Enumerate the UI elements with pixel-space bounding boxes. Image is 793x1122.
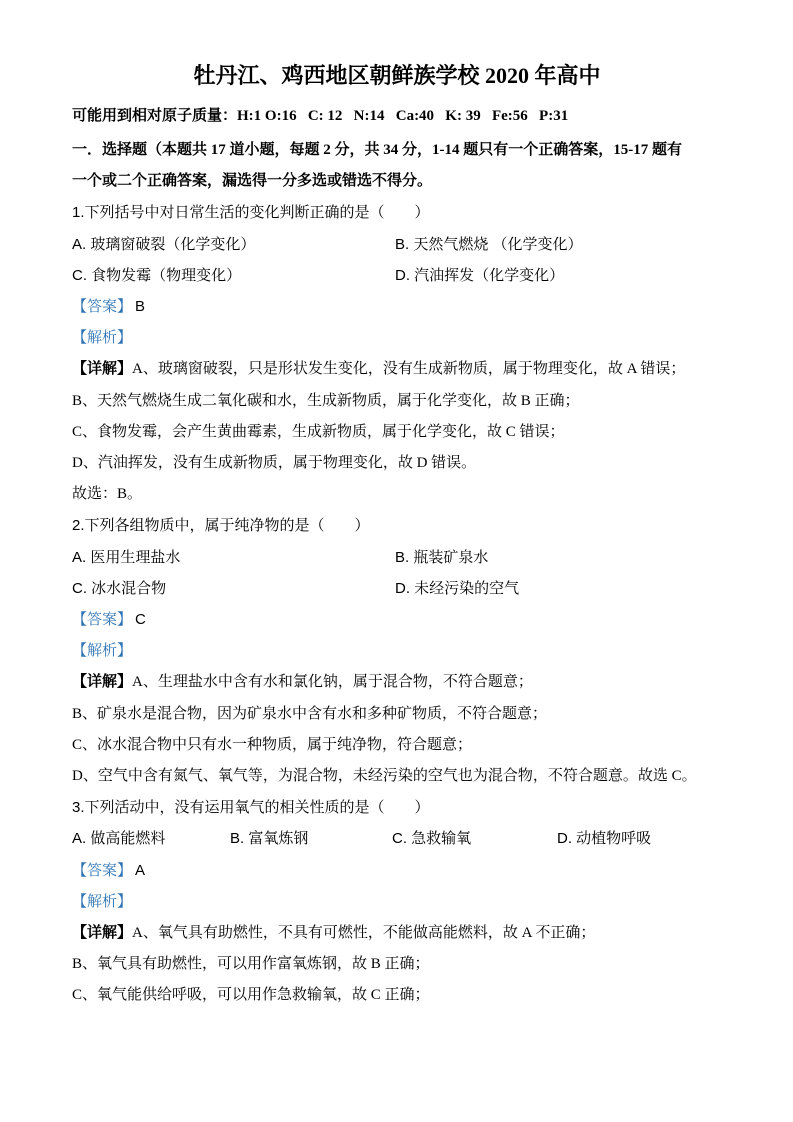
detail-text: A、玻璃窗破裂，只是形状发生变化，没有生成新物质，属于物理变化，故 A 错误； <box>132 361 686 378</box>
detail-label: 【详解】 <box>72 361 133 378</box>
question-1-answer-value: B <box>135 298 146 316</box>
analysis-label: 【解析】 <box>72 893 133 910</box>
question-1-text: 1.下列括号中对日常生活的变化判断正确的是（ ） <box>72 204 430 222</box>
question-2-detail-line-a <box>72 667 722 698</box>
question-2-options-row-1 <box>72 542 722 573</box>
question-1-detail-line-d: D、汽油挥发，没有生成新物质，属于物理变化，故 D 错误。 <box>72 455 477 472</box>
question-3-answer-value: A <box>135 861 146 879</box>
question-1-conclusion-line: 故选：B。 <box>72 486 143 503</box>
detail-text: A、生理盐水中含有水和氯化钠，属于混合物，不符合题意； <box>132 674 533 691</box>
question-3-analysis-line <box>72 887 722 918</box>
question-3-option-b: B. 富氧炼钢 <box>230 830 309 848</box>
question-2-answer-line <box>72 604 722 636</box>
question-1-answer-line <box>72 291 722 323</box>
question-1-option-b: B. 天然气燃烧 （化学变化） <box>395 235 583 253</box>
answer-label: 【答案】 <box>72 299 133 316</box>
question-2-options-row-2 <box>72 573 722 604</box>
detail-text: A、氧气具有助燃性，不具有可燃性，不能做高能燃料，故 A 不正确； <box>132 925 596 942</box>
question-2-analysis-line <box>72 636 722 667</box>
question-3-option-a: A. 做高能燃料 <box>72 830 166 848</box>
section-heading-line-1: 一．选择题（本题共 17 道小题，每题 2 分，共 34 分，1-14 题只有一个正确答案，15-17 题有 <box>72 142 682 158</box>
question-1-detail-line-a <box>72 354 722 385</box>
answer-label: 【答案】 <box>72 862 133 879</box>
question-1-options-row-2 <box>72 260 722 291</box>
question-1-option-d: D. 汽油挥发（化学变化） <box>395 266 565 284</box>
document-body <box>72 135 722 1012</box>
question-3-options-row <box>72 823 722 854</box>
question-3-text: 3.下列活动中，没有运用氧气的相关性质的是（ ） <box>72 799 430 817</box>
analysis-label: 【解析】 <box>72 330 133 347</box>
question-1-detail-line-c: C、食物发霉，会产生黄曲霉素，生成新物质，属于化学变化，故 C 错误； <box>72 423 565 440</box>
analysis-label: 【解析】 <box>72 643 133 660</box>
question-2-detail-line-c: C、冰水混合物中只有水一种物质，属于纯净物，符合题意； <box>72 736 473 753</box>
question-3-answer-line <box>72 855 722 887</box>
question-1-option-c: C. 食物发霉（物理变化） <box>72 266 242 284</box>
question-2-text: 2.下列各组物质中，属于纯净物的是（ ） <box>72 517 370 535</box>
question-2-option-a: A. 医用生理盐水 <box>72 548 181 566</box>
question-block-1 <box>72 197 722 510</box>
section-heading-line-2: 一个或二个正确答案，漏选得一分多选或错选不得分。 <box>72 173 433 190</box>
question-3-option-c: C. 急救输氧 <box>392 830 472 848</box>
detail-label: 【详解】 <box>72 925 133 942</box>
question-1-option-a: A. 玻璃窗破裂（化学变化） <box>72 235 256 253</box>
question-3-detail-line-b: B、氧气具有助燃性，可以用作富氧炼钢，故 B 正确； <box>72 956 430 973</box>
atomic-masses-line: 可能用到相对原子质量：H:1 O:16 C: 12 N:14 Ca:40 K: 39 Fe:56 P:31 <box>72 108 569 124</box>
question-1-options-row-1 <box>72 229 722 260</box>
detail-label: 【详解】 <box>72 674 133 691</box>
question-1-analysis-line <box>72 323 722 354</box>
question-block-3 <box>72 792 722 1011</box>
question-block-2 <box>72 510 722 792</box>
question-2-detail-line-b: B、矿泉水是混合物，因为矿泉水中含有水和多种矿物质，不符合题意； <box>72 705 548 722</box>
question-3-option-d: D. 动植物呼吸 <box>557 830 652 848</box>
question-3-detail-line-a <box>72 918 722 949</box>
answer-label: 【答案】 <box>72 612 133 629</box>
question-3-detail-line-c: C、氧气能供给呼吸，可以用作急救输氧，故 C 正确； <box>72 987 430 1004</box>
page-title: 牡丹江、鸡西地区朝鲜族学校 2020 年高中 <box>193 63 601 88</box>
question-2-option-b: B. 瓶装矿泉水 <box>395 548 489 566</box>
question-2-option-c: C. 冰水混合物 <box>72 579 167 597</box>
question-2-answer-value: C <box>135 611 146 629</box>
question-2-detail-line-d: D、空气中含有氮气、氧气等，为混合物，未经污染的空气也为混合物，不符合题意。故选 C。 <box>72 768 697 785</box>
question-1-detail-line-b: B、天然气燃烧生成二氧化碳和水，生成新物质，属于化学变化，故 B 正确； <box>72 392 580 409</box>
question-2-option-d: D. 未经污染的空气 <box>395 579 520 597</box>
